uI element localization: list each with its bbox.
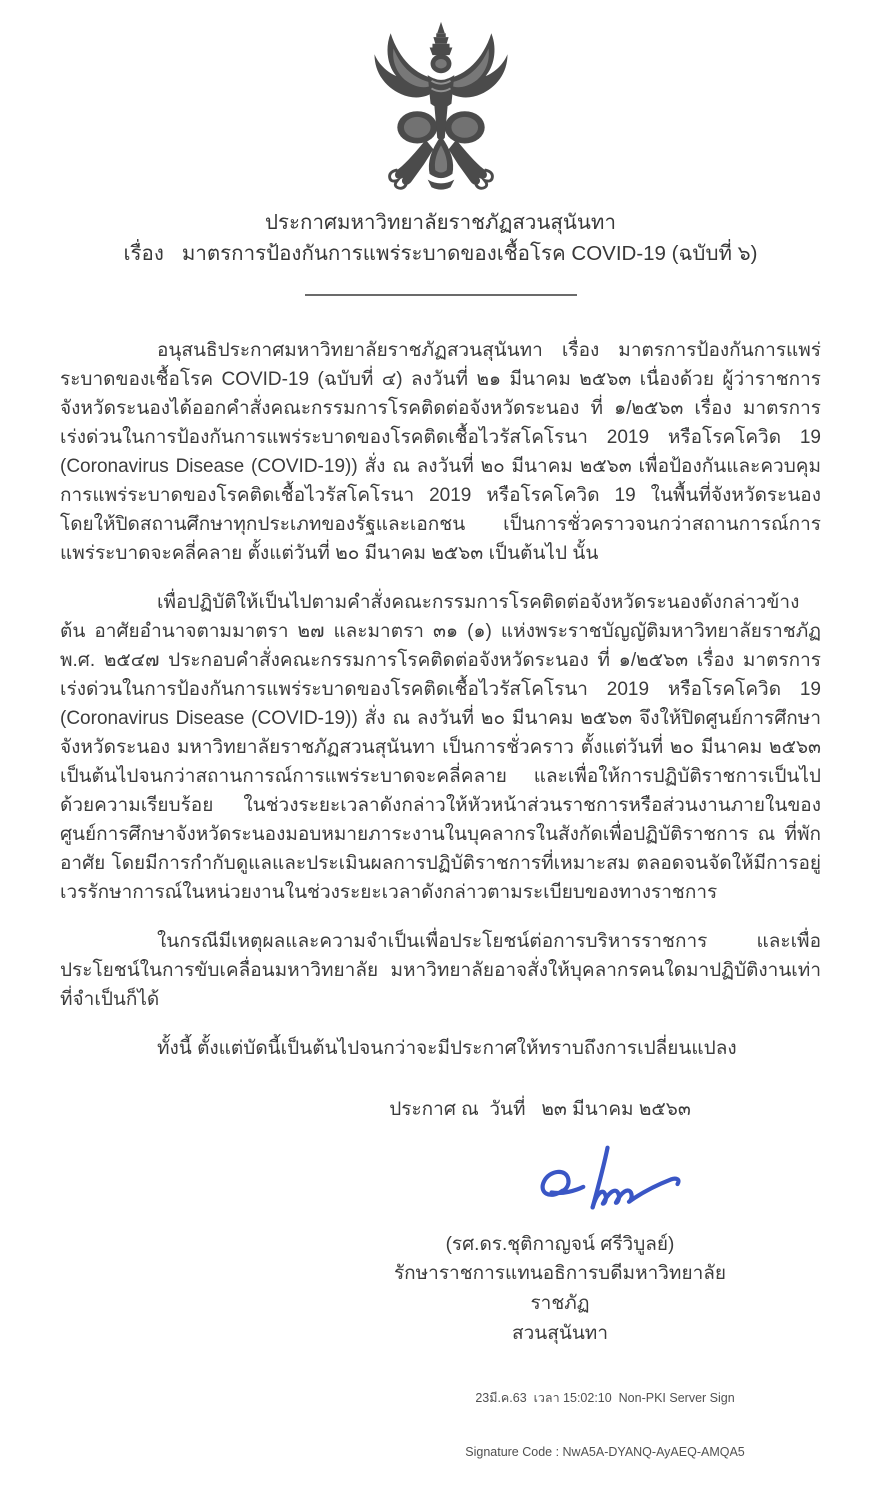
signature-block [370, 1142, 750, 1497]
signer-name: (รศ.ดร.ชุติกาญจน์ ศรีวิบูลย์) [445, 1234, 675, 1255]
digital-signature-stamp [415, 1353, 795, 1497]
body-paragraph-4: ทั้งนี้ ตั้งแต่บัดนี้เป็นต้นไปจนกว่าจะมีประกาศให้ทราบถึงการเปลี่ยนแปลง [157, 1038, 737, 1059]
divider-line [305, 294, 577, 296]
signer-title-line2: สวนสุนันทา [511, 1323, 609, 1344]
subject-text: มาตรการป้องกันการแพร่ระบาดของเชื้อโรค COVID-19 (ฉบับที่ ๖) [181, 242, 758, 265]
announcement-title: ประกาศมหาวิทยาลัยราชภัฏสวนสุนันทา [265, 211, 616, 234]
subject-prefix-label: เรื่อง [123, 242, 164, 265]
body-paragraph-3: ในกรณีมีเหตุผลและความจำเป็นเพื่อประโยชน์ต่อการบริหารราชการ และเพื่อประโยชน์ในการขับเคลื่อนมหาวิทยาลัย มหาวิทยาลัยอาจสั่งให้บุคลากรคนใดมาปฏิบัติงานเท่าที่จำเป็นก็ได้ [60, 931, 821, 1010]
garuda-emblem-icon [60, 20, 821, 196]
signer-title-line1: รักษาราชการแทนอธิการบดีมหาวิทยาลัยราชภัฏ [393, 1263, 727, 1314]
body-paragraph-1: อนุสนธิประกาศมหาวิทยาลัยราชภัฏสวนสุนันทา เรื่อง มาตรการป้องกันการแพร่ระบาดของเชื้อโรค COVID-19 (ฉบับที่ ๔) ลงวันที่ ๒๑ มีนาคม ๒๕๖๓ เนื่องด้วย ผู้ว่าราชการจังหวัดระนองได้ออกคำสั่งคณะกรรมการโรคติดต่อจังหวัดระนอง ที่ ๑/๒๕๖๓ เรื่อง มาตรการเร่งด่วนในการป้องกันการแพร่ระบาดของโรคติดเชื้อไวรัสโคโรนา 2019 หรือโรคโควิด 19 (Coronavirus Disease (COVID-19)) สั่ง ณ ลงวันที่ ๒๐ มีนาคม ๒๕๖๓ เพื่อป้องกันและควบคุมการแพร่ระบาดของโรคติดเชื้อไวรัสโคโรนา 2019 หรือโรคโควิด 19 ในพื้นที่จังหวัดระนอง โดยให้ปิดสถานศึกษาทุกประเภทของรัฐและเอกชน เป็นการชั่วคราวจนกว่าสถานการณ์การแพร่ระบาดจะคลี่คลาย ตั้งแต่วันที่ ๒๐ มีนาคม ๒๕๖๓ เป็นต้นไป นั้น [60, 340, 821, 564]
announcement-subject-line [60, 238, 821, 270]
stamp-datetime: 23มี.ค.63 เวลา 15:02:10 Non-PKI Server Sign [475, 1391, 735, 1405]
handwritten-signature-icon [425, 1142, 805, 1228]
issued-date-line: ประกาศ ณ วันที่ ๒๓ มีนาคม ๒๕๖๓ [389, 1099, 691, 1120]
body-paragraph-2: เพื่อปฏิบัติให้เป็นไปตามคำสั่งคณะกรรมการโรคติดต่อจังหวัดระนองดังกล่าวข้างต้น อาศัยอำนาจตามมาตรา ๒๗ และมาตรา ๓๑ (๑) แห่งพระราชบัญญัติมหาวิทยาลัยราชภัฏ พ.ศ. ๒๕๔๗ ประกอบคำสั่งคณะกรรมการโรคติดต่อจังหวัดระนอง ที่ ๑/๒๕๖๓ เรื่อง มาตรการเร่งด่วนในการป้องกันการแพร่ระบาดของโรคติดเชื้อไวรัสโคโรนา 2019 หรือโรคโควิด 19 (Coronavirus Disease (COVID-19)) สั่ง ณ ลงวันที่ ๒๐ มีนาคม ๒๕๖๓ จึงให้ปิดศูนย์การศึกษาจังหวัดระนอง มหาวิทยาลัยราชภัฏสวนสุนันทา เป็นการชั่วคราว ตั้งแต่วันที่ ๒๐ มีนาคม ๒๕๖๓ เป็นต้นไปจนกว่าสถานการณ์การแพร่ระบาดจะคลี่คลาย และเพื่อให้การปฏิบัติราชการเป็นไปด้วยความเรียบร้อย ในช่วงระยะเวลาดังกล่าวให้หัวหน้าส่วนราชการหรือส่วนงานภายในของศูนย์การศึกษาจังหวัดระนองมอบหมายภาระงานในบุคลากรในสังกัดเพื่อปฏิบัติราชการ ณ ที่พักอาศัย โดยมีการกำกับดูแลและประเมินผลการปฏิบัติราชการที่เหมาะสม ตลอดจนจัดให้มีการอยู่เวรรักษาการณ์ในหน่วยงานในช่วงระยะเวลาดังกล่าวตามระเบียบของทางราชการ [60, 592, 821, 903]
announcement-body [60, 336, 821, 1063]
stamp-code: Signature Code : NwA5A-DYANQ-AyAEQ-AMQA5 [465, 1445, 745, 1459]
